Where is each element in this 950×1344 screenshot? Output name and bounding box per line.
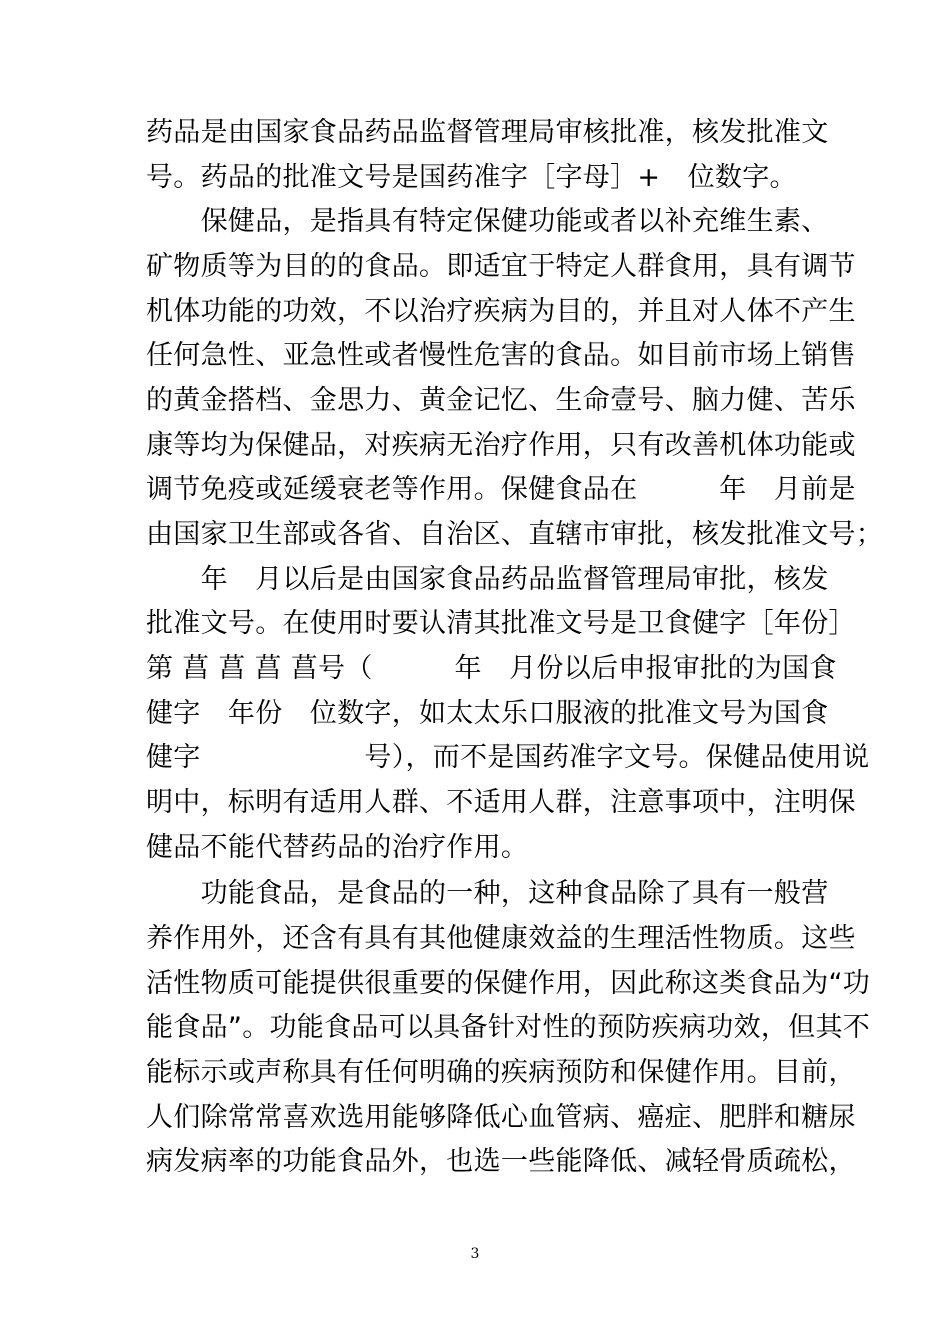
text-line: 保健品，是指具有特定保健功能或者以补充维生素、 <box>146 206 829 237</box>
text-line: 能标示或声称具有任何明确的疾病预防和保健作用。目前， <box>146 1057 856 1088</box>
text-line: 第 菖 菖 菖 菖号（ 年 月份以后申报审批的为国食 <box>146 653 837 684</box>
text-line: 由国家卫生部或各省、自治区、直辖市审批，核发批准文号； <box>146 519 884 550</box>
text-line: 机体功能的功效，不以治疗疾病为目的，并且对人体不产生 <box>146 296 856 327</box>
text-line: 年 月以后是由国家食品药品监督管理局审批，核发 <box>146 564 829 595</box>
text-line: 的黄金搭档、金思力、黄金记忆、生命壹号、脑力健、苦乐 <box>146 385 856 416</box>
text-line: 批准文号。在使用时要认清其批准文号是卫食健字［年份］ <box>146 608 856 639</box>
text-line: 病发病率的功能食品外，也选一些能降低、减轻骨质疏松， <box>146 1146 856 1177</box>
text-line: 明中，标明有适用人群、不适用人群，注意事项中，注明保 <box>146 787 856 818</box>
text-line: 康等均为保健品，对疾病无治疗作用，只有改善机体功能或 <box>146 430 856 461</box>
text-line: 能食品”。功能食品可以具备针对性的预防疾病功效，但其不 <box>146 1012 871 1043</box>
text-line: 健字 年份 位数字，如太太乐口服液的批准文号为国食 <box>146 698 829 729</box>
text-line: 活性物质可能提供很重要的保健作用，因此称这类食品为“功 <box>146 968 871 999</box>
text-line: 养作用外，还含有具有其他健康效益的生理活性物质。这些 <box>146 923 856 954</box>
page-number: 3 <box>470 1246 480 1262</box>
text-line: 任何急性、亚急性或者慢性危害的食品。如目前市场上销售 <box>146 340 856 371</box>
text-line: 人们除常常喜欢选用能够降低心血管病、癌症、肥胖和糖尿 <box>146 1102 856 1133</box>
text-line: 矿物质等为目的的食品。即适宜于特定人群食用，具有调节 <box>146 251 856 282</box>
text-line: 功能食品，是食品的一种，这种食品除了具有一般营 <box>146 878 829 909</box>
text-line: 健字 号），而不是国药准字文号。保健品使用说 <box>146 742 870 773</box>
text-line: 号。药品的批准文号是国药准字［字母］+ 位数字。 <box>146 162 797 193</box>
text-line: 调节免疫或延缓衰老等作用。保健食品在 年 月前是 <box>146 474 856 505</box>
text-line: 健品不能代替药品的治疗作用。 <box>146 832 529 863</box>
text-line: 药品是由国家食品药品监督管理局审核批准，核发批准文 <box>146 117 829 148</box>
